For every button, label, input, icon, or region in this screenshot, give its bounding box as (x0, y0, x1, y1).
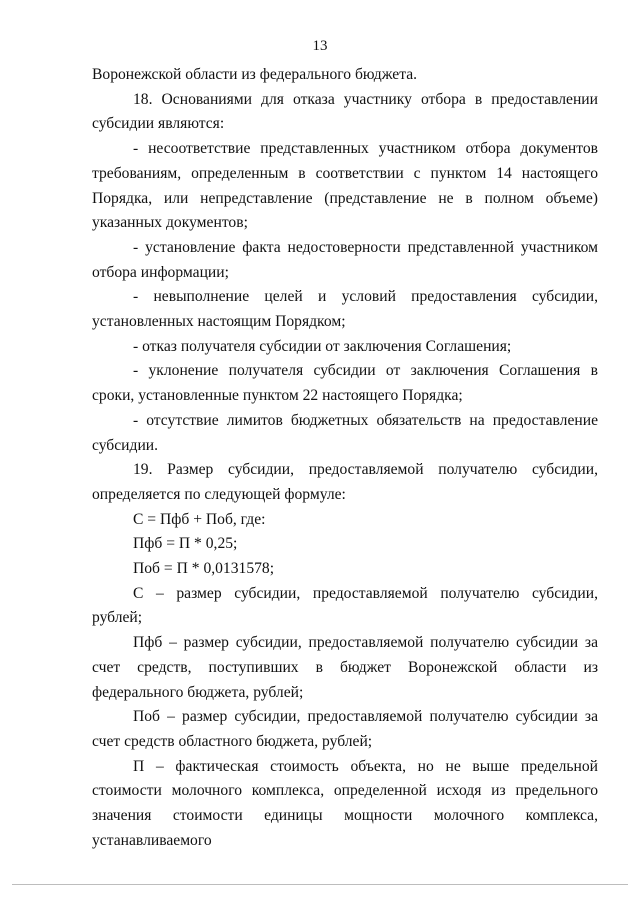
formula-regional: Поб = П * 0,0131578; (133, 560, 275, 578)
page-number: 13 (312, 38, 328, 54)
scan-edge-line (12, 884, 628, 885)
definition-c: С – размер субсидии, предоставляемой получателю субсидии, рублей; (92, 584, 598, 627)
formula-total: С = Пфб + Поб, где: (133, 510, 266, 528)
list-item-agreement-refusal: - отказ получателя субсидии от заключения Соглашения; (133, 337, 512, 355)
list-item-no-budget-limits: - отсутствие лимитов бюджетных обязательств на предоставление субсидии. (92, 411, 598, 454)
list-item-false-information: - установление факта недостоверности представленной участником отбора информации; (92, 238, 598, 281)
formula-federal: Пфб = П * 0,25; (133, 535, 238, 553)
paragraph-item-18: 18. Основаниями для отказа участнику отбора в предоставлении субсидии являются: (92, 90, 598, 133)
definition-pfb: Пфб – размер субсидии, предоставляемой получателю субсидии за счет средств, поступивших в бюджет Воронежской области из федерального бюджета, рублей; (92, 634, 598, 701)
list-item-agreement-evasion: - уклонение получателя субсидии от заключения Соглашения в сроки, установленные пунктом 22 настоящего Порядка; (92, 362, 598, 405)
paragraph-item-19: 19. Размер субсидии, предоставляемой получателю субсидии, определяется по следующей формуле: (92, 461, 598, 503)
definition-p: П – фактическая стоимость объекта, но не выше предельной стоимости молочного комплекса, определенной исходя из предельного значения стоимости единицы мощности молочного комплекса, устанавливаемого (92, 757, 598, 849)
list-item-documents-mismatch: - несоответствие представленных участником отбора документов требованиям, определенным в соответствии с пунктом 14 настоящего Порядка, или непредставление (представление не в полном объеме) указанных документов; (92, 140, 598, 232)
definition-pob: Поб – размер субсидии, предоставляемой получателю субсидии за счет средств областного бюджета, рублей; (92, 708, 598, 750)
paragraph-continuation: Воронежской области из федерального бюджета. (92, 66, 418, 83)
document-body (92, 63, 598, 854)
list-item-conditions-not-met: - невыполнение целей и условий предоставления субсидии, установленных настоящим Порядком; (92, 288, 598, 331)
